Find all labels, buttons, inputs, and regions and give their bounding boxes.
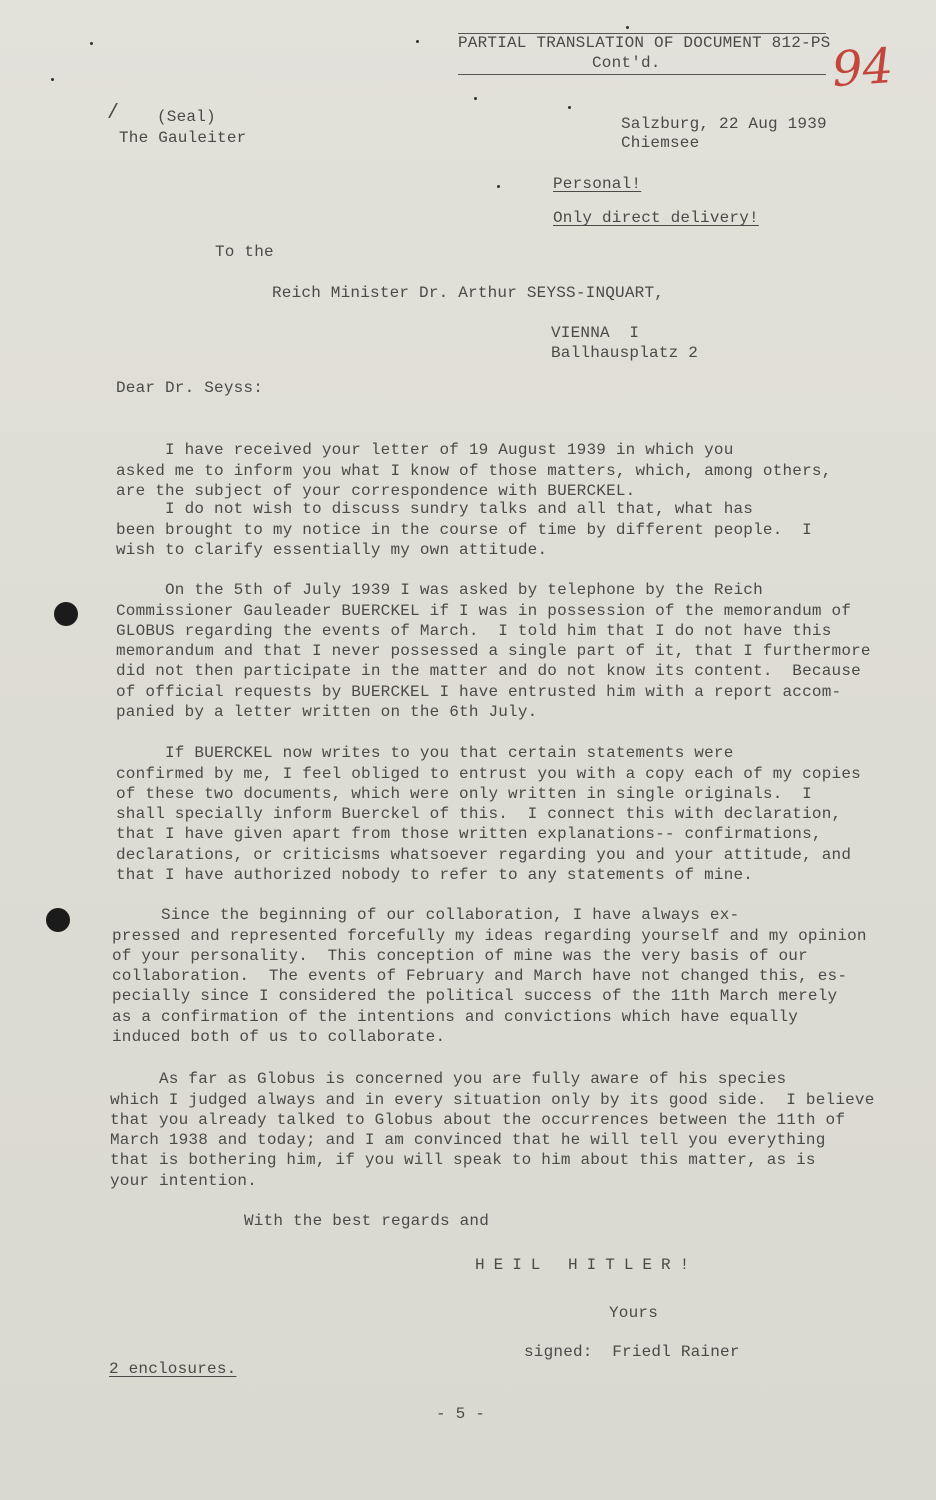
seal-label: (Seal) xyxy=(157,108,216,126)
paragraph-4 xyxy=(116,723,861,885)
paragraph-line: declarations, or criticisms whatsoever regarding you and your attitude, and xyxy=(116,845,852,864)
addressee-to: To the xyxy=(215,243,274,261)
paragraph-line: collaboration. The events of February and March have not changed this, es- xyxy=(112,967,848,986)
paragraph-line: memorandum and that I never possessed a single part of it, that I furthermore xyxy=(116,642,871,661)
note-personal: Personal! xyxy=(553,175,642,193)
paragraph-line: On the 5th of July 1939 I was asked by telephone by the Reich xyxy=(116,581,763,600)
paragraph-3 xyxy=(116,560,871,722)
paragraph-line: that I have authorized nobody to refer to any statements of mine. xyxy=(116,866,754,885)
closing-yours: Yours xyxy=(609,1304,659,1322)
slash-mark: / xyxy=(107,102,120,125)
place-date: Salzburg, 22 Aug 1939 xyxy=(621,115,827,133)
paragraph-line: your intention. xyxy=(110,1171,258,1190)
paragraph-line: Since the beginning of our collaboration, I have always ex- xyxy=(112,906,740,925)
paragraph-line: of your personality. This conception of mine was the very basis of our xyxy=(112,946,808,965)
paragraph-2 xyxy=(116,479,812,560)
paragraph-line: asked me to inform you what I know of those matters, which, among others, xyxy=(116,461,832,480)
paragraph-line: as a confirmation of the intentions and convictions which have equally xyxy=(112,1007,799,1026)
speck-mark xyxy=(626,26,629,29)
paragraph-line: shall specially inform Buerckel of this. I connect this with declaration, xyxy=(116,805,842,824)
speck-mark xyxy=(51,78,54,81)
paragraph-line: As far as Globus is concerned you are fully aware of his species xyxy=(110,1070,787,1089)
paragraph-line: did not then participate in the matter and do not know its content. Because xyxy=(116,662,861,681)
salutation: Dear Dr. Seyss: xyxy=(116,379,264,397)
handwritten-page-mark: 94 xyxy=(830,37,895,99)
paragraph-line: panied by a letter written on the 6th July. xyxy=(116,703,538,722)
closing-salute: HEIL HITLER! xyxy=(475,1256,699,1274)
paragraph-line: been brought to my notice in the course of time by different people. I xyxy=(116,520,812,539)
punch-hole-upper xyxy=(54,602,78,626)
paragraph-line: I have received your letter of 19 August 1939 in which you xyxy=(116,441,734,460)
place-location: Chiemsee xyxy=(621,134,700,152)
paragraph-line: that is bothering him, if you will speak to him about this matter, as is xyxy=(110,1151,816,1170)
addressee-street: Ballhausplatz 2 xyxy=(551,344,699,362)
paragraph-line: pressed and represented forcefully my ideas regarding yourself and my opinion xyxy=(112,926,867,945)
document-continued: Cont'd. xyxy=(592,54,661,72)
paragraph-line: that you already talked to Globus about the occurrences between the 11th of xyxy=(110,1110,846,1129)
speck-mark xyxy=(474,97,477,100)
paragraph-line: I do not wish to discuss sundry talks and all that, what has xyxy=(116,500,754,519)
enclosures-note: 2 enclosures. xyxy=(109,1360,237,1378)
punch-hole-lower xyxy=(46,908,70,932)
paragraph-line: confirmed by me, I feel obliged to entrust you with a copy each of my copies xyxy=(116,764,861,783)
paragraph-6 xyxy=(110,1049,875,1191)
paragraph-5 xyxy=(112,885,867,1047)
paragraph-line: are the subject of your correspondence with BUERCKEL. xyxy=(116,481,636,500)
paragraph-line: pecially since I considered the political success of the 11th March merely xyxy=(112,987,838,1006)
speck-mark xyxy=(416,40,419,43)
addressee-name: Reich Minister Dr. Arthur SEYSS-INQUART, xyxy=(272,284,665,302)
paragraph-line: induced both of us to collaborate. xyxy=(112,1028,446,1047)
speck-mark xyxy=(568,106,571,109)
paragraph-line: which I judged always and in every situation only by its good side. I believe xyxy=(110,1090,875,1109)
signature-line: signed: Friedl Rainer xyxy=(524,1343,740,1361)
document-title: PARTIAL TRANSLATION OF DOCUMENT 812-PS xyxy=(458,34,831,52)
speck-mark xyxy=(497,185,500,188)
paragraph-line: Commissioner Gauleader BUERCKEL if I was in possession of the memorandum of xyxy=(116,601,852,620)
paragraph-line: that I have given apart from those written explanations-- confirmations, xyxy=(116,825,822,844)
closing-regards: With the best regards and xyxy=(244,1212,490,1230)
paragraph-line: GLOBUS regarding the events of March. I told him that I do not have this xyxy=(116,621,832,640)
page-number: - 5 - xyxy=(436,1405,486,1423)
paragraph-line: March 1938 and today; and I am convinced that he will tell you everything xyxy=(110,1131,826,1150)
header-rule-bottom xyxy=(458,74,826,75)
addressee-city: VIENNA I xyxy=(551,324,640,342)
sender-title: The Gauleiter xyxy=(119,129,247,147)
speck-mark xyxy=(90,42,93,45)
paragraph-line: of official requests by BUERCKEL I have entrusted him with a report accom- xyxy=(116,682,842,701)
paragraph-line: wish to clarify essentially my own attitude. xyxy=(116,540,548,559)
paragraph-line: If BUERCKEL now writes to you that certain statements were xyxy=(116,744,734,763)
paragraph-line: of these two documents, which were only written in single originals. I xyxy=(116,784,812,803)
note-delivery: Only direct delivery! xyxy=(553,209,759,227)
